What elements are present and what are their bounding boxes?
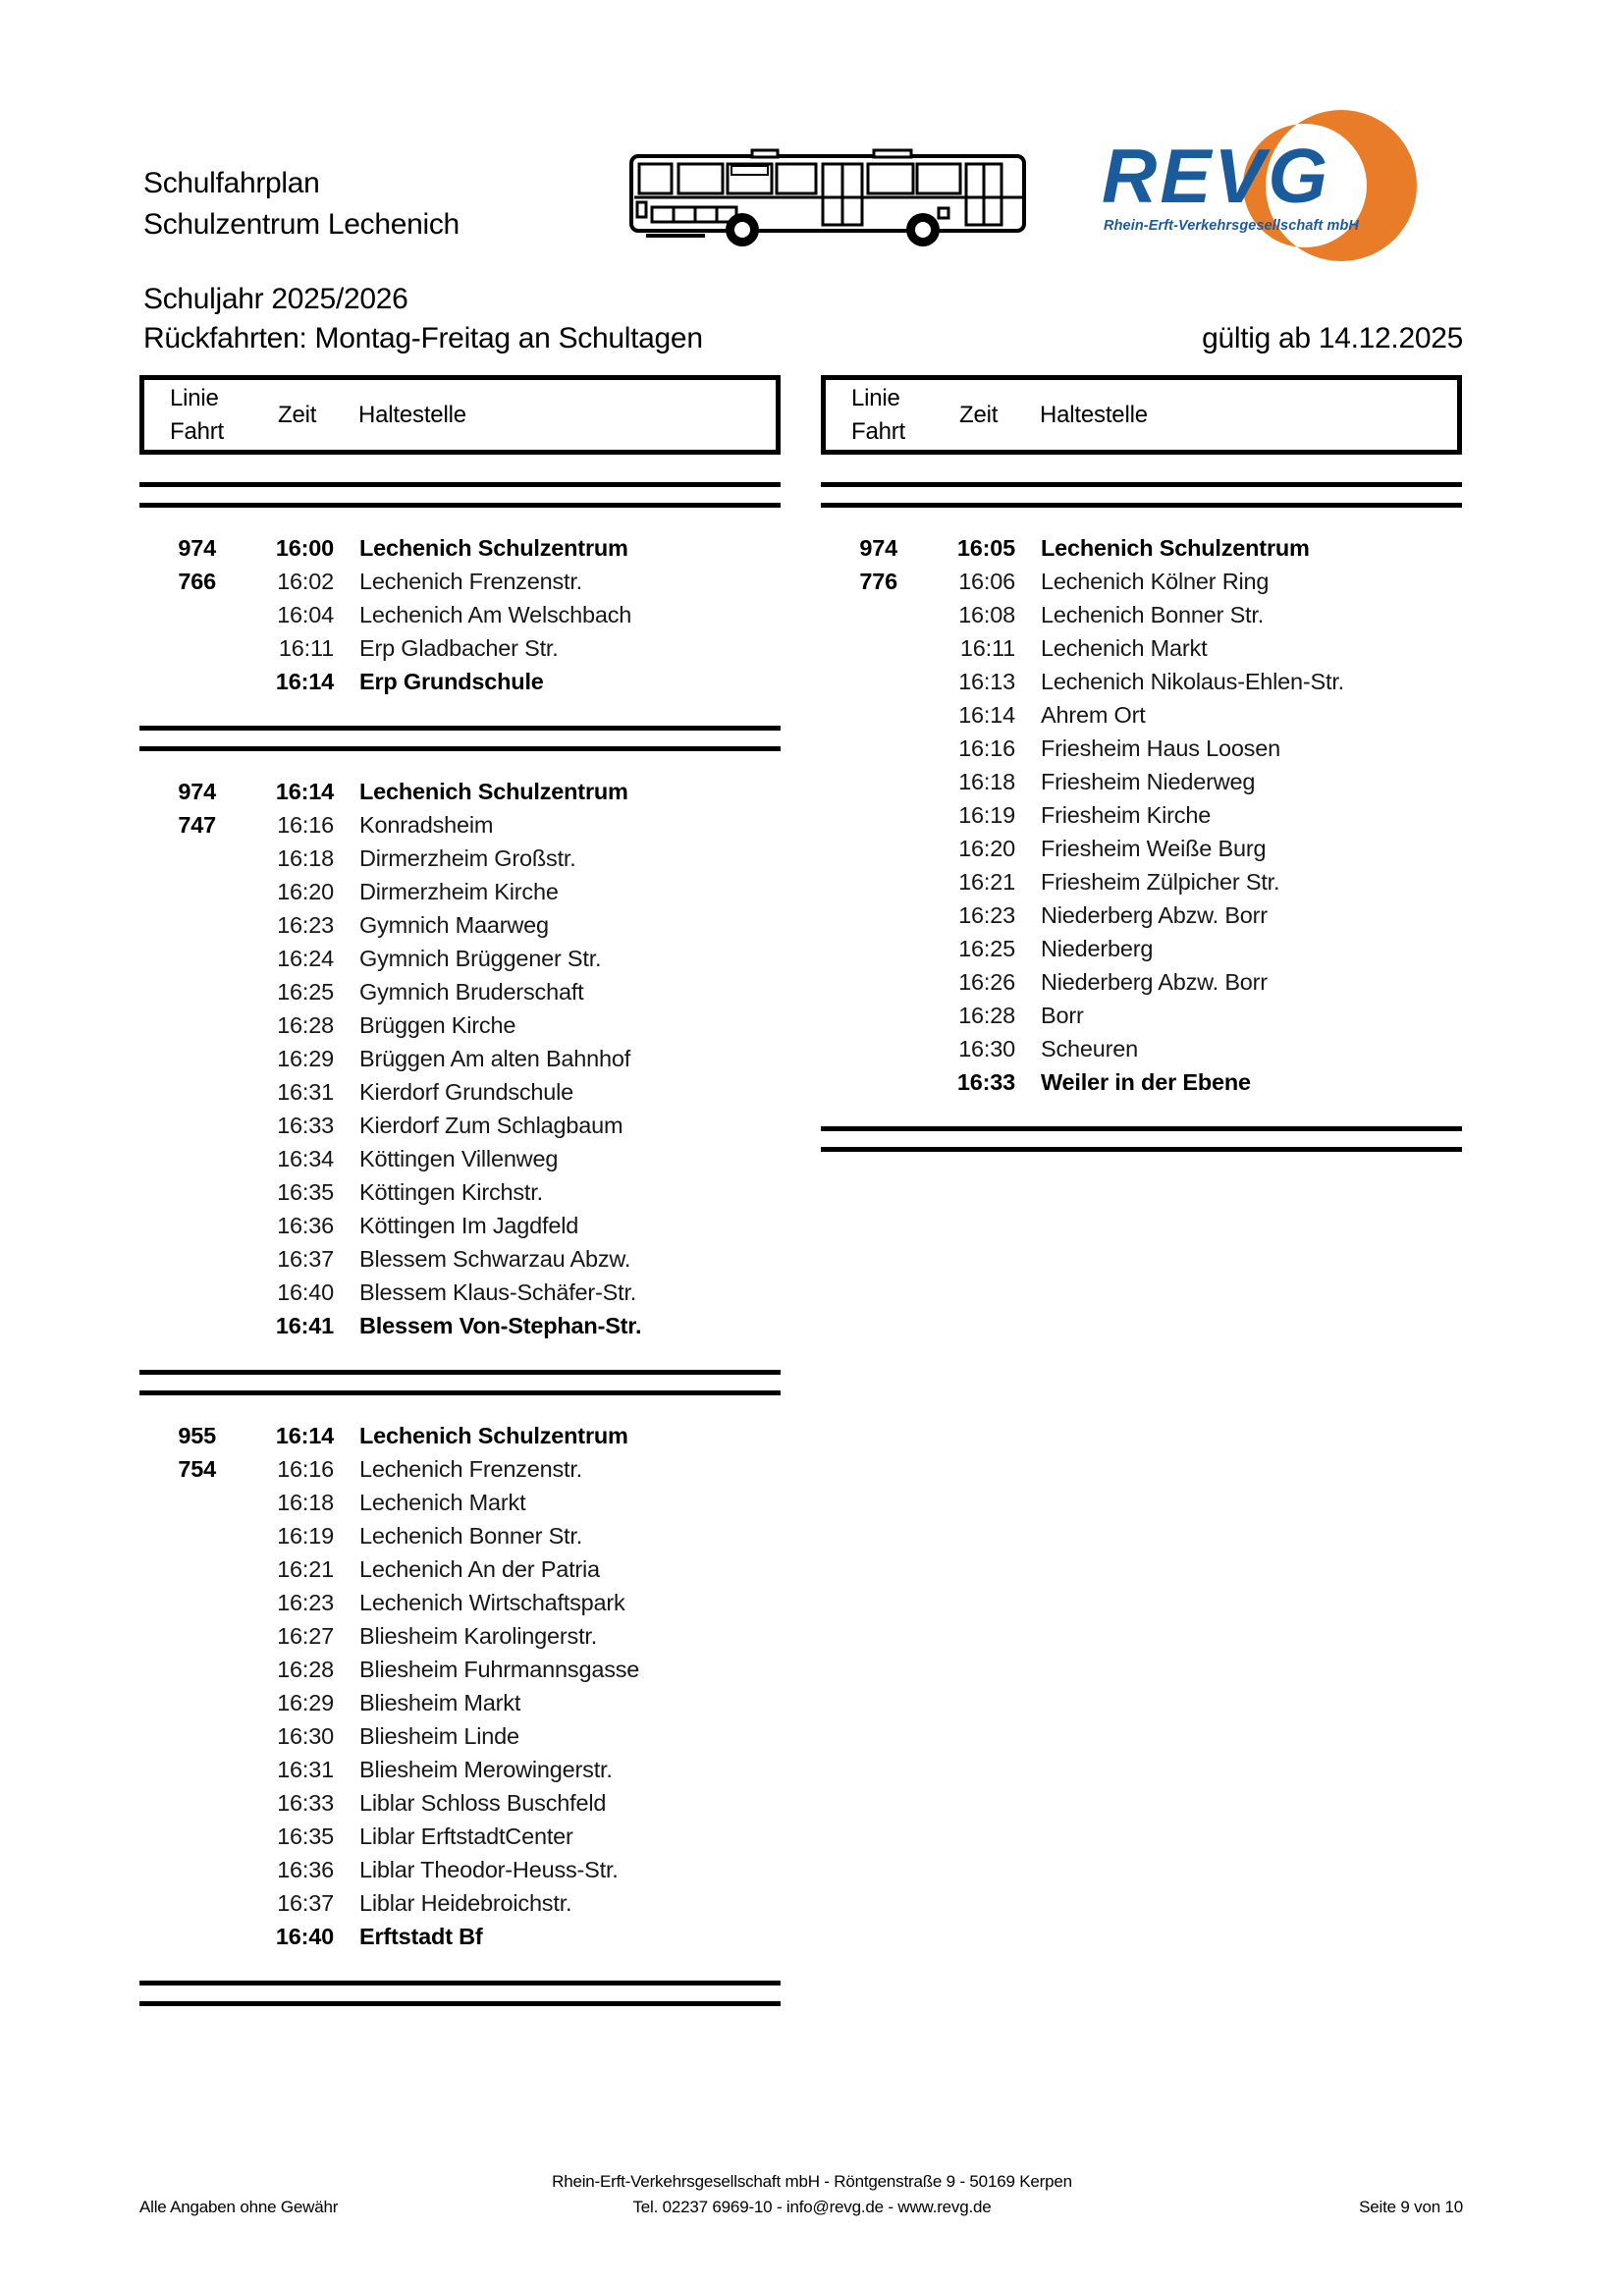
timetable-row <box>821 1065 1462 1099</box>
haltestelle-cell: Borr <box>1041 1002 1084 1028</box>
zeit-cell: 16:33 <box>956 1068 1015 1095</box>
timetable-row <box>821 832 1462 865</box>
timetable-row <box>821 531 1462 565</box>
fahrt-number: 754 <box>178 1455 216 1482</box>
fahrt-number: 776 <box>859 568 897 594</box>
haltestelle-cell: Liblar Heidebroichstr. <box>359 1889 572 1916</box>
zeit-cell: 16:08 <box>958 601 1015 627</box>
zeit-cell: 16:33 <box>277 1112 334 1138</box>
haltestelle-cell: Lechenich An der Patria <box>359 1555 600 1582</box>
haltestelle-cell: Lechenich Bonner Str. <box>359 1522 583 1549</box>
zeit-cell: 16:30 <box>277 1722 334 1749</box>
zeit-cell: 16:26 <box>958 968 1015 995</box>
footer-disclaimer: Alle Angaben ohne Gewähr <box>139 2198 339 2216</box>
haltestelle-cell: Liblar Theodor-Heuss-Str. <box>359 1856 619 1882</box>
haltestelle-cell: Scheuren <box>1041 1035 1138 1061</box>
haltestelle-cell: Brüggen Kirche <box>359 1011 516 1038</box>
zeit-cell: 16:40 <box>275 1923 334 1949</box>
haltestelle-cell: Gymnich Brüggener Str. <box>359 945 602 971</box>
zeit-cell: 16:40 <box>277 1279 334 1305</box>
zeit-cell: 16:13 <box>958 668 1015 694</box>
haltestelle-cell: Lechenich Am Welschbach <box>359 601 632 627</box>
haltestelle-cell: Friesheim Weiße Burg <box>1041 835 1267 861</box>
timetable-row <box>139 1853 781 1886</box>
timetable-row <box>139 1175 781 1209</box>
haltestelle-cell: Gymnich Maarweg <box>359 911 549 938</box>
timetable-row <box>821 565 1462 598</box>
zeit-cell: 16:11 <box>959 634 1015 661</box>
header-fahrt: Fahrt <box>170 418 225 445</box>
zeit-cell: 16:04 <box>277 601 334 627</box>
timetable-row <box>139 1786 781 1820</box>
zeit-cell: 16:30 <box>958 1035 1015 1061</box>
timetable-row <box>821 965 1462 999</box>
double-rule <box>139 1981 781 2006</box>
haltestelle-cell: Gymnich Bruderschaft <box>359 978 584 1005</box>
zeit-cell: 16:31 <box>277 1078 334 1105</box>
linie-number: 974 <box>859 534 897 561</box>
haltestelle-cell: Niederberg <box>1041 935 1154 961</box>
timetable-row <box>139 531 781 565</box>
haltestelle-cell: Kierdorf Zum Schlagbaum <box>359 1112 623 1138</box>
timetable-row <box>139 1419 781 1452</box>
timetable-row <box>139 875 781 908</box>
zeit-cell: 16:28 <box>958 1002 1015 1028</box>
haltestelle-cell: Blessem Klaus-Schäfer-Str. <box>359 1279 637 1305</box>
haltestelle-cell: Friesheim Kirche <box>1041 801 1212 828</box>
zeit-cell: 16:18 <box>958 768 1015 794</box>
haltestelle-cell: Lechenich Frenzenstr. <box>359 568 583 594</box>
zeit-cell: 16:00 <box>275 534 334 561</box>
haltestelle-cell: Kierdorf Grundschule <box>359 1078 574 1105</box>
zeit-cell: 16:14 <box>275 778 334 804</box>
valid-from: gültig ab 14.12.2025 <box>1202 322 1463 354</box>
timetable-row <box>821 665 1462 698</box>
zeit-cell: 16:14 <box>275 1422 334 1448</box>
timetable-row <box>139 1209 781 1242</box>
haltestelle-cell: Friesheim Niederweg <box>1041 768 1256 794</box>
haltestelle-cell: Konradsheim <box>359 811 494 838</box>
timetable-row <box>821 898 1462 932</box>
haltestelle-cell: Niederberg Abzw. Borr <box>1041 901 1268 928</box>
timetable-row <box>139 1586 781 1619</box>
haltestelle-cell: Bliesheim Merowingerstr. <box>359 1756 613 1782</box>
header-zeit: Zeit <box>278 402 317 428</box>
haltestelle-cell: Bliesheim Markt <box>359 1689 521 1715</box>
timetable-row <box>139 1719 781 1753</box>
double-rule <box>139 1370 781 1395</box>
zeit-cell: 16:05 <box>956 534 1015 561</box>
zeit-cell: 16:33 <box>277 1789 334 1816</box>
header-zeit: Zeit <box>959 402 999 428</box>
zeit-cell: 16:24 <box>277 945 334 971</box>
timetable-row <box>139 775 781 808</box>
zeit-cell: 16:16 <box>277 811 334 838</box>
haltestelle-cell: Lechenich Wirtschaftspark <box>359 1589 625 1615</box>
haltestelle-cell: Lechenich Markt <box>1041 634 1208 661</box>
zeit-cell: 16:11 <box>278 634 334 661</box>
linie-number: 974 <box>178 778 216 804</box>
timetable-row <box>821 698 1462 732</box>
service-note: Rückfahrten: Montag-Freitag an Schultagen <box>143 322 703 354</box>
header-haltestelle: Haltestelle <box>358 402 466 428</box>
haltestelle-cell: Ahrem Ort <box>1041 701 1146 728</box>
timetable-row <box>139 1486 781 1519</box>
revg-logo <box>1102 104 1426 266</box>
zeit-cell: 16:06 <box>958 568 1015 594</box>
timetable-row <box>139 1886 781 1920</box>
haltestelle-cell: Lechenich Kölner Ring <box>1041 568 1270 594</box>
header-haltestelle: Haltestelle <box>1040 402 1148 428</box>
zeit-cell: 16:29 <box>277 1689 334 1715</box>
zeit-cell: 16:35 <box>277 1178 334 1205</box>
double-rule <box>821 482 1462 508</box>
timetable-column-left <box>139 375 781 2006</box>
timetable-row <box>139 975 781 1008</box>
timetable-row <box>139 1452 781 1486</box>
zeit-cell: 16:14 <box>958 701 1015 728</box>
footer-page-number: Seite 9 von 10 <box>1359 2198 1463 2216</box>
double-rule <box>821 1126 1462 1152</box>
zeit-cell: 16:25 <box>958 935 1015 961</box>
timetable-row <box>139 631 781 665</box>
zeit-cell: 16:18 <box>277 1489 334 1515</box>
zeit-cell: 16:41 <box>275 1312 334 1338</box>
timetable-row <box>139 1920 781 1953</box>
document-title <box>143 163 460 245</box>
haltestelle-cell: Köttingen Im Jagdfeld <box>359 1212 579 1238</box>
timetable-row <box>139 908 781 942</box>
zeit-cell: 16:36 <box>277 1212 334 1238</box>
haltestelle-cell: Lechenich Nikolaus-Ehlen-Str. <box>1041 668 1345 694</box>
zeit-cell: 16:28 <box>277 1011 334 1038</box>
footer-company-address: Rhein-Erft-Verkehrsgesellschaft mbH - Röntgenstraße 9 - 50169 Kerpen <box>552 2172 1072 2191</box>
timetable-block <box>139 531 781 698</box>
zeit-cell: 16:37 <box>277 1889 334 1916</box>
timetable-row <box>139 1042 781 1075</box>
timetable-row <box>821 631 1462 665</box>
zeit-cell: 16:16 <box>958 734 1015 761</box>
timetable-row <box>139 1552 781 1586</box>
haltestelle-cell: Lechenich Schulzentrum <box>359 1422 628 1448</box>
header-fahrt: Fahrt <box>851 418 906 445</box>
double-rule <box>139 482 781 508</box>
timetable-row <box>139 1142 781 1175</box>
zeit-cell: 16:21 <box>277 1555 334 1582</box>
timetable-block <box>821 531 1462 1099</box>
zeit-cell: 16:31 <box>277 1756 334 1782</box>
timetable-block <box>139 775 781 1342</box>
haltestelle-cell: Erp Grundschule <box>359 668 544 694</box>
timetable-column-right <box>821 375 1462 1152</box>
haltestelle-cell: Lechenich Schulzentrum <box>1041 534 1310 561</box>
timetable-row <box>139 1619 781 1653</box>
column-header-box <box>139 375 781 455</box>
zeit-cell: 16:02 <box>277 568 334 594</box>
title-line1: Schulfahrplan <box>143 167 320 199</box>
timetable-row <box>139 842 781 875</box>
timetable-row <box>139 565 781 598</box>
haltestelle-cell: Lechenich Markt <box>359 1489 526 1515</box>
title-line2: Schulzentrum Lechenich <box>143 208 460 241</box>
zeit-cell: 16:34 <box>277 1145 334 1171</box>
timetable-row <box>821 732 1462 765</box>
timetable-row <box>139 1109 781 1142</box>
haltestelle-cell: Lechenich Schulzentrum <box>359 778 628 804</box>
linie-number: 974 <box>178 534 216 561</box>
zeit-cell: 16:36 <box>277 1856 334 1882</box>
timetable-row <box>821 932 1462 965</box>
revg-wordmark: REVG <box>1102 133 1331 219</box>
zeit-cell: 16:29 <box>277 1045 334 1071</box>
zeit-cell: 16:23 <box>277 1589 334 1615</box>
timetable-row <box>139 598 781 631</box>
zeit-cell: 16:35 <box>277 1823 334 1849</box>
timetable-row <box>821 598 1462 631</box>
timetable-row <box>139 1242 781 1276</box>
timetable-row <box>139 1276 781 1309</box>
fahrt-number: 766 <box>178 568 216 594</box>
timetable-row <box>139 665 781 698</box>
revg-tagline: Rhein-Erft-Verkehrsgesellschaft mbH <box>1104 218 1360 234</box>
haltestelle-cell: Liblar Schloss Buschfeld <box>359 1789 607 1816</box>
haltestelle-cell: Erftstadt Bf <box>359 1923 483 1949</box>
zeit-cell: 16:28 <box>277 1656 334 1682</box>
schoolyear-line: Schuljahr 2025/2026 <box>143 283 408 315</box>
haltestelle-cell: Bliesheim Fuhrmannsgasse <box>359 1656 640 1682</box>
linie-number: 955 <box>178 1422 216 1448</box>
column-header-box <box>821 375 1462 455</box>
footer-contact: Tel. 02237 6969-10 - info@revg.de - www.revg.de <box>632 2198 992 2216</box>
haltestelle-cell: Niederberg Abzw. Borr <box>1041 968 1268 995</box>
timetable-row <box>139 1309 781 1342</box>
haltestelle-cell: Köttingen Villenweg <box>359 1145 559 1171</box>
timetable-block <box>139 1419 781 1953</box>
timetable-row <box>821 798 1462 832</box>
double-rule <box>139 726 781 751</box>
zeit-cell: 16:19 <box>277 1522 334 1549</box>
fahrt-number: 747 <box>178 811 216 838</box>
timetable-row <box>139 1653 781 1686</box>
haltestelle-cell: Bliesheim Linde <box>359 1722 519 1749</box>
haltestelle-cell: Liblar ErftstadtCenter <box>359 1823 573 1849</box>
haltestelle-cell: Lechenich Bonner Str. <box>1041 601 1265 627</box>
zeit-cell: 16:27 <box>277 1622 334 1649</box>
zeit-cell: 16:23 <box>958 901 1015 928</box>
timetable-row <box>139 1519 781 1552</box>
bus-icon <box>626 147 1033 249</box>
timetable-row <box>139 1820 781 1853</box>
timetable-row <box>821 765 1462 798</box>
timetable-row <box>139 942 781 975</box>
timetable-row <box>821 865 1462 898</box>
haltestelle-cell: Blessem Schwarzau Abzw. <box>359 1245 631 1272</box>
haltestelle-cell: Dirmerzheim Kirche <box>359 878 559 904</box>
timetable-row <box>139 1686 781 1719</box>
haltestelle-cell: Köttingen Kirchstr. <box>359 1178 543 1205</box>
zeit-cell: 16:16 <box>277 1455 334 1482</box>
zeit-cell: 16:37 <box>277 1245 334 1272</box>
zeit-cell: 16:21 <box>958 868 1015 895</box>
haltestelle-cell: Dirmerzheim Großstr. <box>359 844 576 871</box>
zeit-cell: 16:14 <box>275 668 334 694</box>
zeit-cell: 16:23 <box>277 911 334 938</box>
haltestelle-cell: Lechenich Schulzentrum <box>359 534 628 561</box>
timetable-row <box>139 1075 781 1109</box>
haltestelle-cell: Friesheim Haus Loosen <box>1041 734 1280 761</box>
zeit-cell: 16:20 <box>958 835 1015 861</box>
haltestelle-cell: Blessem Von-Stephan-Str. <box>359 1312 642 1338</box>
header-linie: Linie <box>170 385 219 411</box>
zeit-cell: 16:25 <box>277 978 334 1005</box>
haltestelle-cell: Lechenich Frenzenstr. <box>359 1455 583 1482</box>
timetable-row <box>139 1753 781 1786</box>
haltestelle-cell: Erp Gladbacher Str. <box>359 634 559 661</box>
haltestelle-cell: Friesheim Zülpicher Str. <box>1041 868 1280 895</box>
timetable-row <box>139 1008 781 1042</box>
timetable-row <box>139 808 781 842</box>
haltestelle-cell: Weiler in der Ebene <box>1041 1068 1251 1095</box>
zeit-cell: 16:19 <box>958 801 1015 828</box>
timetable-row <box>821 999 1462 1032</box>
haltestelle-cell: Bliesheim Karolingerstr. <box>359 1622 598 1649</box>
zeit-cell: 16:18 <box>277 844 334 871</box>
timetable-row <box>821 1032 1462 1065</box>
zeit-cell: 16:20 <box>277 878 334 904</box>
haltestelle-cell: Brüggen Am alten Bahnhof <box>359 1045 631 1071</box>
header-linie: Linie <box>851 385 900 411</box>
